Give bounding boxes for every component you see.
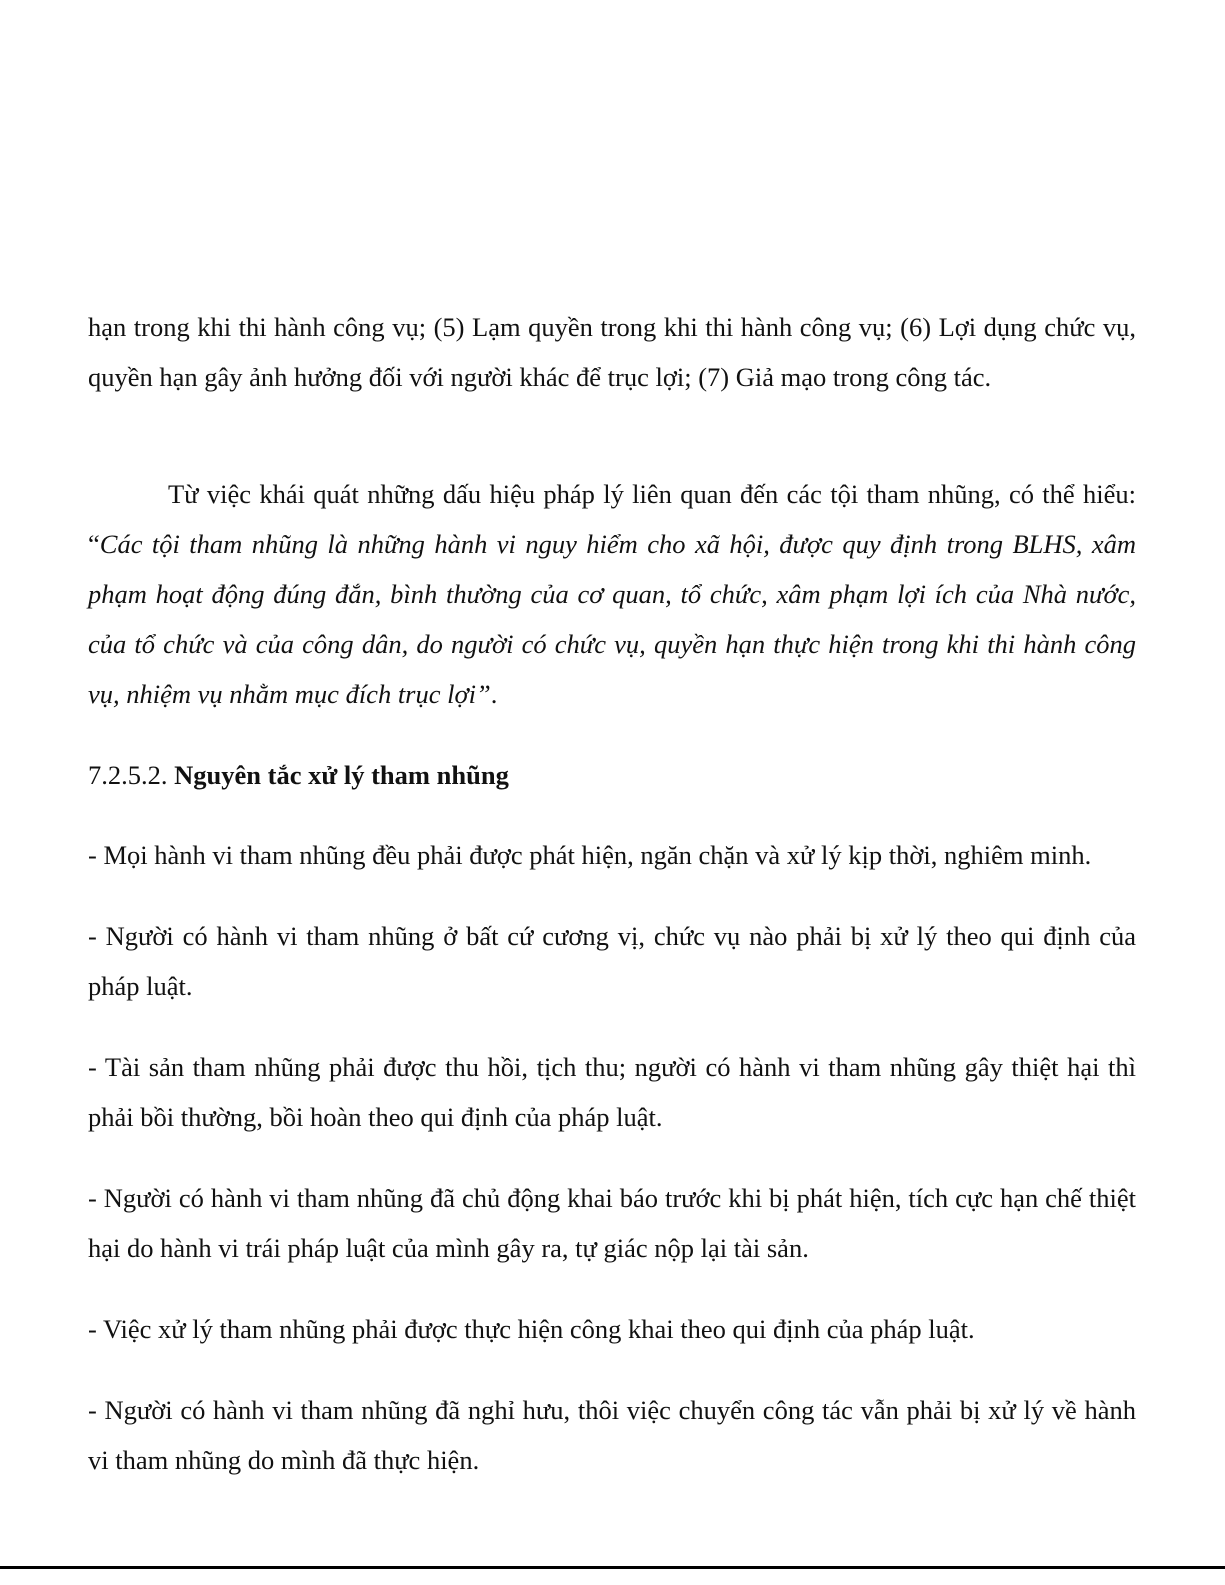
list-item: - Mọi hành vi tham nhũng đều phải được phát hiện, ngăn chặn và xử lý kịp thời, nghiêm minh. [88,840,1092,870]
list-item: - Người có hành vi tham nhũng đã chủ động khai báo trước khi bị phát hiện, tích cực hạn chế thiệt hại do hành vi trái pháp luật của mình gây ra, tự giác nộp lại tài sản. [88,1183,1136,1263]
definition-end: . [490,679,498,709]
list-item: - Người có hành vi tham nhũng đã nghỉ hưu, thôi việc chuyển công tác vẫn phải bị xử lý về hành vi tham nhũng do mình đã thực hiện. [88,1395,1136,1475]
list-item: - Việc xử lý tham nhũng phải được thực hiện công khai theo qui định của pháp luật. [88,1314,975,1344]
page-bottom-border [0,1566,1225,1569]
section-number: 7.2.5.2. [88,760,168,790]
section-title: Nguyên tắc xử lý tham nhũng [174,760,509,790]
list-item: - Tài sản tham nhũng phải được thu hồi, tịch thu; người có hành vi tham nhũng gây thiệt hại thì phải bồi thường, bồi hoàn theo qui định của pháp luật. [88,1052,1136,1132]
intro-paragraph: hạn trong khi thi hành công vụ; (5) Lạm quyền trong khi thi hành công vụ; (6) Lợi dụng chức vụ, quyền hạn gây ảnh hưởng đối với người khác để trục lợi; (7) Giả mạo trong công tác. [88,312,1136,392]
definition-quote: Các tội tham nhũng là những hành vi nguy hiểm cho xã hội, được quy định trong BLHS, xâm phạm hoạt động đúng đắn, bình thường của cơ quan, tổ chức, xâm phạm lợi ích của Nhà nước, của tổ chức và của công dân, do người có chức vụ, quyền hạn thực hiện trong khi thi hành công vụ, nhiệm vụ nhằm mục đích trục lợi” [88,529,1136,709]
definition-paragraph [88,469,1136,719]
definition-lead: Từ việc khái quát những dấu hiệu pháp lý liên quan đến các tội tham nhũng, có thể hiểu: “ [88,479,1136,559]
principles-list [88,830,1136,1516]
section-heading [88,750,1136,800]
list-item: - Người có hành vi tham nhũng ở bất cứ cương vị, chức vụ nào phải bị xử lý theo qui định của pháp luật. [88,921,1136,1001]
